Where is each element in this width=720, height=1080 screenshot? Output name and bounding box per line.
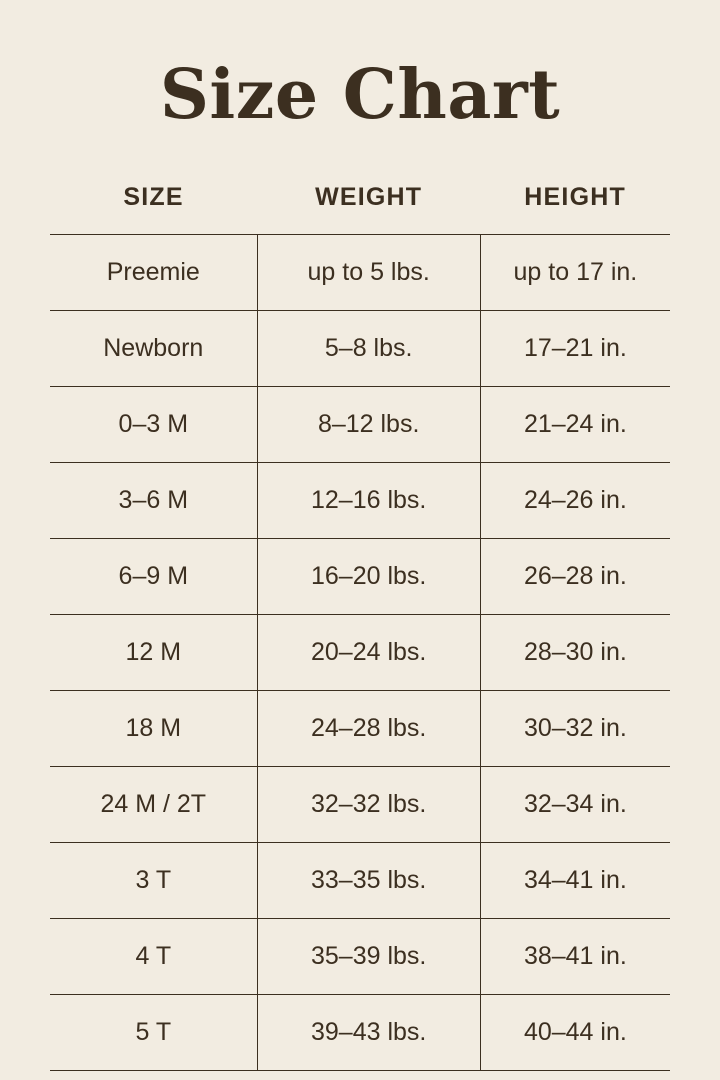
cell-size: 5 T (50, 995, 257, 1071)
cell-size: 18 M (50, 691, 257, 767)
cell-size: Preemie (50, 235, 257, 311)
table-row (50, 311, 670, 387)
table-row (50, 235, 670, 311)
cell-size: 24 M / 2T (50, 767, 257, 843)
column-header-size: SIZE (123, 183, 184, 212)
cell-weight: 12–16 lbs. (257, 463, 480, 539)
cell-size: 3 T (50, 843, 257, 919)
cell-weight: 39–43 lbs. (257, 995, 480, 1071)
table-row (50, 387, 670, 463)
cell-weight: 33–35 lbs. (257, 843, 480, 919)
cell-size: 0–3 M (50, 387, 257, 463)
size-chart-table-wrapper (50, 183, 670, 1071)
cell-size: Newborn (50, 311, 257, 387)
cell-height: 38–41 in. (480, 919, 670, 995)
size-chart-table (50, 183, 670, 1071)
cell-weight: up to 5 lbs. (257, 235, 480, 311)
table-head (50, 183, 670, 235)
table-row (50, 843, 670, 919)
cell-weight: 5–8 lbs. (257, 311, 480, 387)
column-header-weight: WEIGHT (315, 183, 423, 212)
cell-height: 40–44 in. (480, 995, 670, 1071)
table-row (50, 691, 670, 767)
cell-size: 12 M (50, 615, 257, 691)
cell-height: 26–28 in. (480, 539, 670, 615)
cell-height: 24–26 in. (480, 463, 670, 539)
cell-size: 3–6 M (50, 463, 257, 539)
table-row (50, 463, 670, 539)
table-row (50, 539, 670, 615)
table-row (50, 615, 670, 691)
cell-height: 34–41 in. (480, 843, 670, 919)
column-header-height: HEIGHT (524, 183, 626, 212)
cell-height: 17–21 in. (480, 311, 670, 387)
table-row (50, 995, 670, 1071)
cell-height: 21–24 in. (480, 387, 670, 463)
table-row (50, 767, 670, 843)
cell-height: 28–30 in. (480, 615, 670, 691)
cell-weight: 16–20 lbs. (257, 539, 480, 615)
cell-height: 30–32 in. (480, 691, 670, 767)
cell-weight: 24–28 lbs. (257, 691, 480, 767)
cell-weight: 35–39 lbs. (257, 919, 480, 995)
page-title: Size Chart (159, 55, 561, 135)
table-row (50, 919, 670, 995)
cell-height: 32–34 in. (480, 767, 670, 843)
cell-weight: 8–12 lbs. (257, 387, 480, 463)
cell-size: 4 T (50, 919, 257, 995)
table-body (50, 235, 670, 1071)
cell-height: up to 17 in. (480, 235, 670, 311)
cell-size: 6–9 M (50, 539, 257, 615)
cell-weight: 20–24 lbs. (257, 615, 480, 691)
table-header-row (50, 183, 670, 235)
cell-weight: 32–32 lbs. (257, 767, 480, 843)
